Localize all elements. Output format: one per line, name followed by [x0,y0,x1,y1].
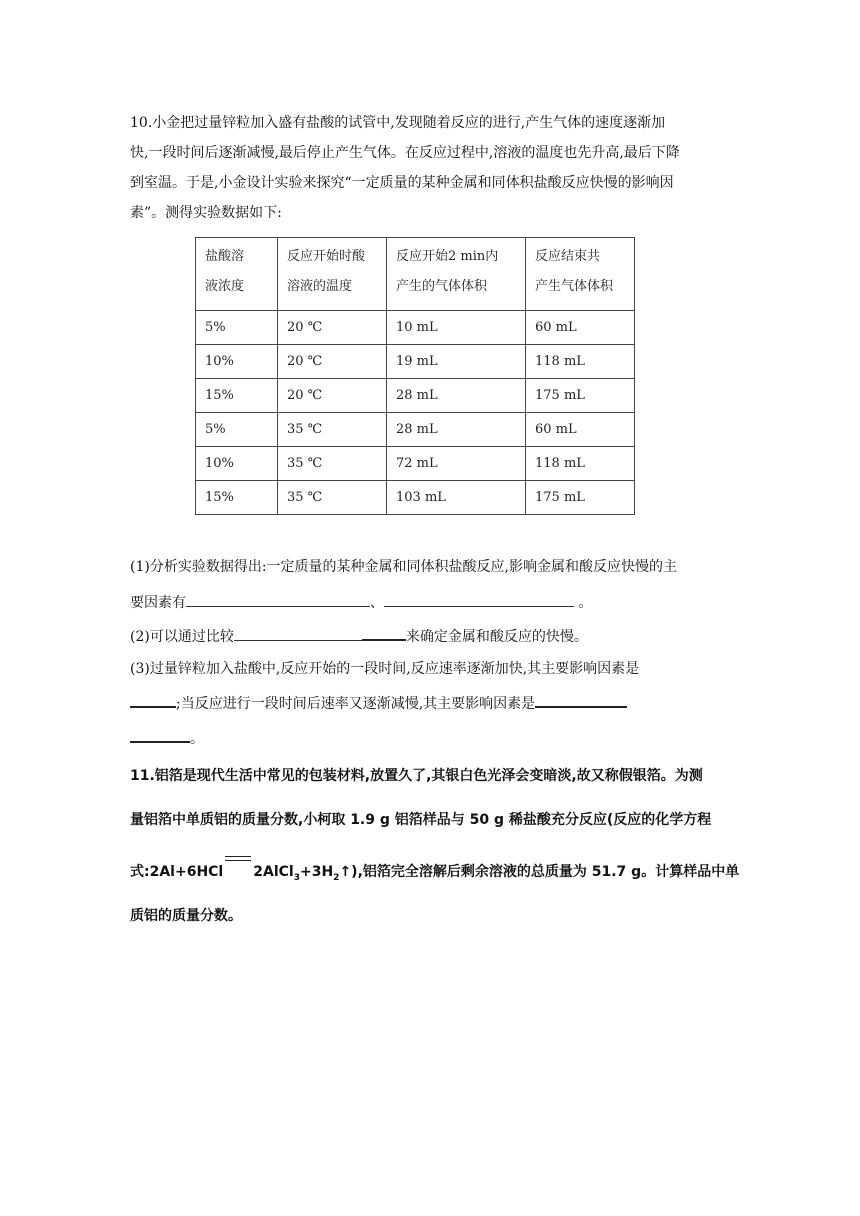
header-cell-total-volume [526,238,635,311]
q11-line: 质铝的质量分数。 [130,908,242,924]
header-text: 反应开始时酸 [287,249,366,264]
table-cell: 118 mL [526,345,635,379]
header-cell-start-temperature [278,238,387,311]
table-cell: 175 mL [526,481,635,515]
table-cell: 10% [196,345,278,379]
answer-blank[interactable] [535,690,627,708]
table-cell: 19 mL [387,345,526,379]
header-text: 盐酸溶 [205,249,245,264]
q10-sub3-line3 [130,725,204,751]
table-row [196,481,635,515]
q10-sub2-prefix: (2)可以通过比较 [130,629,234,645]
separator-text: 、 [370,595,384,611]
header-text: 反应开始2 min内 [396,249,499,264]
table-row [196,447,635,481]
equation-text: 式:2Al+6HCl [130,864,224,880]
end-mark: 。 [190,731,204,747]
table-row [196,379,635,413]
table-cell: 15% [196,481,278,515]
answer-blank[interactable] [186,590,370,607]
table-cell: 72 mL [387,447,526,481]
header-text: 产生气体体积 [535,279,614,294]
answer-blank[interactable] [362,623,406,641]
q10-sub2-suffix: 来确定金属和酸反应的快慢。 [405,629,588,645]
header-text: 液浓度 [205,279,245,294]
table-row [196,311,635,345]
q10-sub3-line1: (3)过量锌粒加入盐酸中,反应开始的一段时间,反应速率逐渐加快,其主要影响因素是 [130,661,640,677]
table-cell: 175 mL [526,379,635,413]
answer-blank[interactable] [234,624,362,641]
table-cell: 118 mL [526,447,635,481]
q10-sub3-mid: ;当反应进行一段时间后速率又逐渐减慢,其主要影响因素是 [176,696,536,712]
table-cell: 15% [196,379,278,413]
header-cell-2min-volume [387,238,526,311]
q10-intro-line: 10.小金把过量锌粒加入盛有盐酸的试管中,发现随着反应的进行,产生气体的速度逐渐加 [130,115,666,131]
table-cell: 28 mL [387,413,526,447]
answer-blank[interactable] [130,725,190,743]
table-cell: 60 mL [526,413,635,447]
subscript: 3 [293,872,300,883]
equation-text: ↑),铝箔完全溶解后剩余溶液的总质量为 51.7 g。计算样品中单 [339,864,740,880]
table-cell: 28 mL [387,379,526,413]
q10-sub1-line1: (1)分析实验数据得出:一定质量的某种金属和同体积盐酸反应,影响金属和酸反应快慢的主 [130,559,677,575]
q10-sub3-line2 [130,690,627,716]
header-text: 反应结束共 [535,249,601,264]
table-cell: 60 mL [526,311,635,345]
q11-line: 量铝箔中单质铝的质量分数,小柯取 1.9 g 铝箔样品与 50 g 稀盐酸充分反应(反应的化学方程 [130,812,712,828]
table-cell: 35 ℃ [278,413,387,447]
table-row [196,413,635,447]
equation-text: 2AlCl [253,864,294,880]
table-cell: 103 mL [387,481,526,515]
q11-equation-line [130,856,739,894]
table-cell: 35 ℃ [278,447,387,481]
header-cell-concentration [196,238,278,311]
equals-sign-icon [223,862,253,876]
q10-sub2 [130,623,588,649]
table-cell: 35 ℃ [278,481,387,515]
equation-text: +3H [299,864,334,880]
table-cell: 5% [196,413,278,447]
table-cell: 20 ℃ [278,345,387,379]
answer-blank[interactable] [130,690,176,708]
table-header-row [196,238,635,311]
table-cell: 5% [196,311,278,345]
end-mark: 。 [578,595,593,611]
q10-sub1-prefix: 要因素有 [130,595,186,611]
q10-sub1-line2 [130,590,592,615]
table-cell: 20 ℃ [278,311,387,345]
q10-intro-line: 快,一段时间后逐渐减慢,最后停止产生气体。在反应过程中,溶液的温度也先升高,最后下降 [130,145,680,161]
table-row [196,345,635,379]
header-text: 溶液的温度 [287,279,353,294]
q11-line: 11.铝箔是现代生活中常见的包装材料,放置久了,其银白色光泽会变暗淡,故又称假银箔。为测 [130,768,703,784]
answer-blank[interactable] [384,590,574,607]
q10-intro-line: 素”。测得实验数据如下: [130,205,282,221]
experiment-data-table [195,237,635,515]
table-cell: 20 ℃ [278,379,387,413]
subscript: 2 [333,872,340,883]
q10-intro-line: 到室温。于是,小金设计实验来探究“一定质量的某种金属和同体积盐酸反应快慢的影响因 [130,175,674,191]
header-text: 产生的气体体积 [396,279,488,294]
table-cell: 10% [196,447,278,481]
question-10 [130,108,730,228]
table-cell: 10 mL [387,311,526,345]
